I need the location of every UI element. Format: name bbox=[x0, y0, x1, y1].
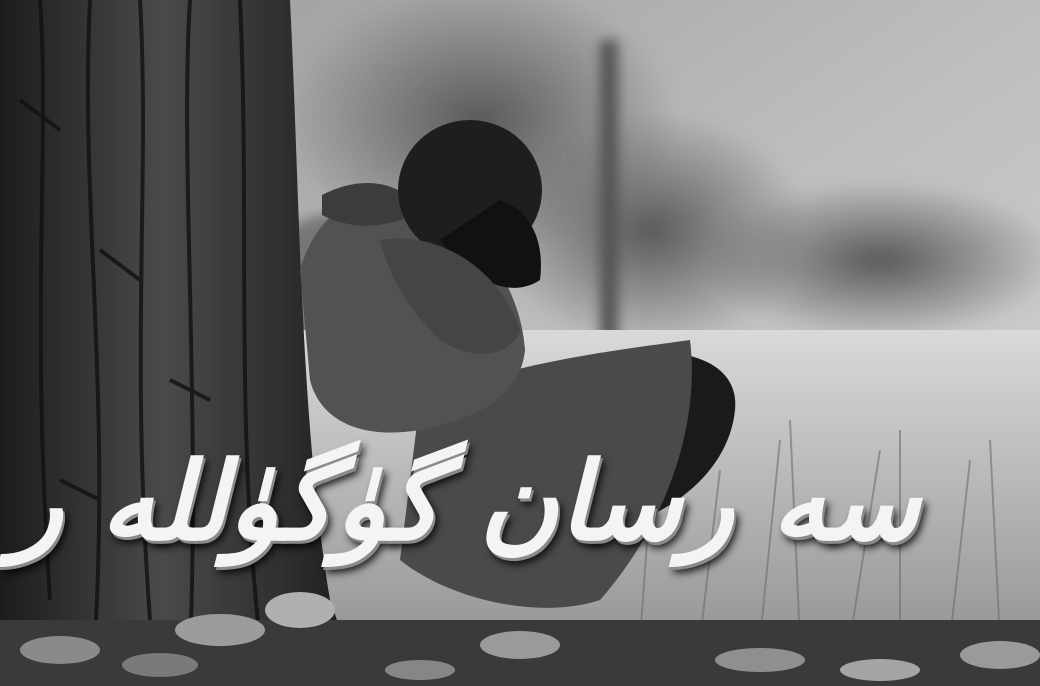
photo-caption: سه رسان گۈگۈلله ر bbox=[10, 440, 920, 565]
